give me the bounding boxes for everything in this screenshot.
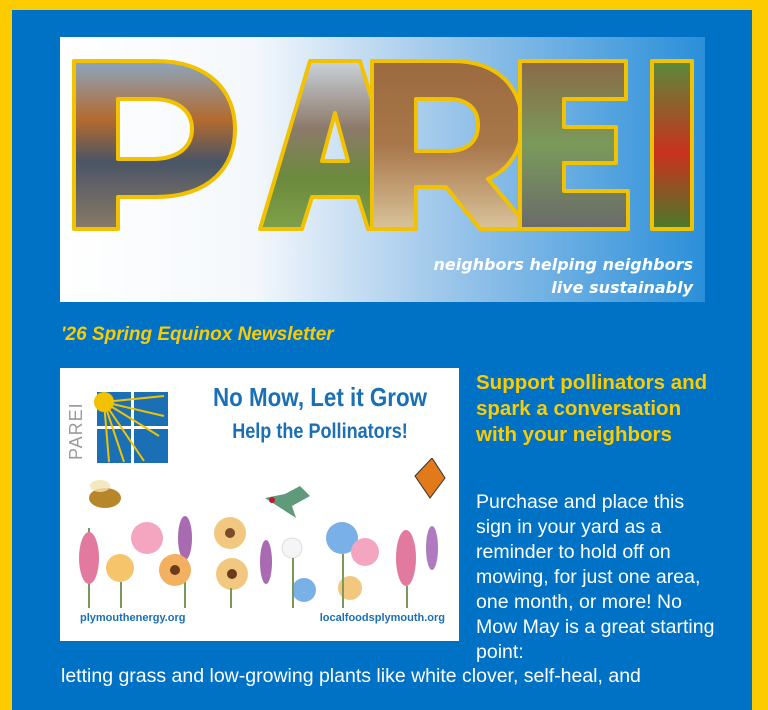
- parei-sun-logo-icon: [64, 386, 174, 466]
- tagline-line-1: neighbors helping neighbors: [433, 255, 693, 274]
- sign-url-localfoodsplymouth: localfoodsplymouth.org: [319, 612, 445, 624]
- sign-url-plymouthenergy: plymouthenergy.org: [80, 612, 186, 624]
- wildflower-illustration-icon: [60, 458, 459, 608]
- no-mow-sign-image[interactable]: [60, 368, 459, 641]
- issue-title: '26 Spring Equinox Newsletter: [61, 324, 334, 345]
- article-headline: Support pollinators and spark a conversation with your neighbors: [476, 371, 708, 446]
- svg-text:PAREI: PAREI: [66, 402, 86, 460]
- tagline-line-2: live sustainably: [551, 278, 693, 297]
- banner-tagline: [433, 253, 693, 299]
- article-body-continued: letting grass and low-growing plants like white clover, self-heal, and: [61, 665, 641, 687]
- article-body-column: Purchase and place this sign in your yard as a reminder to hold off on mowing, for just one area, one month, or more! No Mow May is a great starting point:: [476, 491, 715, 663]
- parei-banner: [60, 37, 705, 302]
- sign-title: No Mow, Let it Grow: [212, 382, 428, 412]
- sign-subtitle: Help the Pollinators!: [232, 420, 408, 443]
